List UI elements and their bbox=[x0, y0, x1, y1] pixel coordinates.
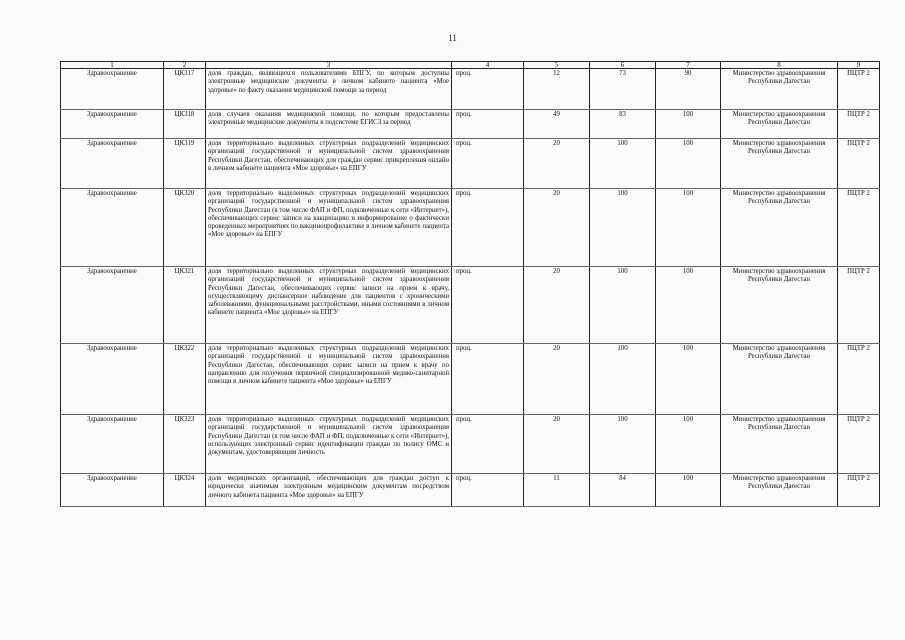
responsible-cell: Министерство здравоохранения Республики Дагестан bbox=[721, 474, 838, 507]
program-cell: ПЦТР 2 bbox=[838, 344, 880, 415]
base-value-cell: 20 bbox=[524, 415, 590, 474]
target-value-cell: 100 bbox=[656, 474, 721, 507]
target-value-cell: 100 bbox=[656, 110, 721, 139]
base-value-cell: 12 bbox=[524, 69, 590, 110]
indicators-table bbox=[60, 61, 880, 507]
indicator-cell: доля территориально выделенных структурных подразделений медицинских организаций государственной и муниципальной систем здравоохранения Республики Дагестан, обеспечивающих сервис записи на прием к врачу по направлению для получения первичной специализированной медико-санитарной помощи в личном кабинете пациента «Мое здоровье» на ЕПГУ bbox=[206, 344, 452, 415]
value-2023-cell: 83 bbox=[590, 110, 656, 139]
indicator-cell: доля территориально выделенных структурных подразделений медицинских организаций государственной и муниципальной систем здравоохранения Республики Дагестан (в том числе ФАП и ФП, подключенные к сети «Интернет»), использующих электронный сервис идентификации граждан по полису ОМС и документам, удостоверяющим личность bbox=[206, 415, 452, 474]
sector-cell: Здравоохранение bbox=[61, 69, 164, 110]
column-header: 6 bbox=[590, 62, 656, 69]
value-2023-cell: 100 bbox=[590, 189, 656, 267]
sector-cell: Здравоохранение bbox=[61, 267, 164, 344]
page-number: 11 bbox=[448, 33, 457, 43]
column-header: 1 bbox=[61, 62, 164, 69]
program-cell: ПЦТР 2 bbox=[838, 69, 880, 110]
value-2023-cell: 100 bbox=[590, 415, 656, 474]
sector-cell: Здравоохранение bbox=[61, 415, 164, 474]
code-cell: ЦК324 bbox=[164, 474, 206, 507]
base-value-cell: 11 bbox=[524, 474, 590, 507]
program-cell: ПЦТР 2 bbox=[838, 189, 880, 267]
code-cell: ЦК320 bbox=[164, 189, 206, 267]
unit-cell: проц. bbox=[452, 189, 524, 267]
indicator-cell: доля граждан, являющихся пользователями ЕПГУ, по которым доступны электронные медицинские документы в личном кабинете пациента «Мое здоровье» по факту оказания медицинской помощи за период bbox=[206, 69, 452, 110]
sector-cell: Здравоохранение bbox=[61, 474, 164, 507]
value-2023-cell: 73 bbox=[590, 69, 656, 110]
indicator-cell: доля медицинских организаций, обеспечивающих для граждан доступ к юридически значимым электронным медицинским документам посредством личного кабинета пациента «Мое здоровье» на ЕПГУ bbox=[206, 474, 452, 507]
target-value-cell: 90 bbox=[656, 69, 721, 110]
column-header: 8 bbox=[721, 62, 838, 69]
value-2023-cell: 100 bbox=[590, 344, 656, 415]
responsible-cell: Министерство здравоохранения Республики Дагестан bbox=[721, 69, 838, 110]
unit-cell: проц. bbox=[452, 344, 524, 415]
sector-cell: Здравоохранение bbox=[61, 189, 164, 267]
indicator-cell: доля территориально выделенных структурных подразделений медицинских организаций государственной и муниципальной систем здравоохранения Республики Дагестан (в том числе ФАП и ФП, подключенные к сети «Интернет»), обеспечивающих сервис записи на вакцинацию и информирование о фактически проведенных мероприятиях по вакцинопрофилактике в личном кабинете пациента «Мое здоровье» на ЕПГУ bbox=[206, 189, 452, 267]
indicator-cell: доля случаев оказания медицинской помощи, по которым предоставлены электронные медицинские документы в подсистеме ЕГИСЗ за период bbox=[206, 110, 452, 139]
column-header: 5 bbox=[524, 62, 590, 69]
responsible-cell: Министерство здравоохранения Республики Дагестан bbox=[721, 267, 838, 344]
unit-cell: проц. bbox=[452, 415, 524, 474]
code-cell: ЦК319 bbox=[164, 139, 206, 189]
base-value-cell: 20 bbox=[524, 344, 590, 415]
program-cell: ПЦТР 2 bbox=[838, 110, 880, 139]
sector-cell: Здравоохранение bbox=[61, 139, 164, 189]
program-cell: ПЦТР 2 bbox=[838, 474, 880, 507]
column-header: 7 bbox=[656, 62, 721, 69]
base-value-cell: 20 bbox=[524, 267, 590, 344]
base-value-cell: 20 bbox=[524, 139, 590, 189]
target-value-cell: 100 bbox=[656, 344, 721, 415]
target-value-cell: 100 bbox=[656, 139, 721, 189]
unit-cell: проц. bbox=[452, 69, 524, 110]
column-header: 9 bbox=[838, 62, 880, 69]
code-cell: ЦК318 bbox=[164, 110, 206, 139]
target-value-cell: 100 bbox=[656, 415, 721, 474]
base-value-cell: 20 bbox=[524, 189, 590, 267]
header-row bbox=[61, 62, 880, 69]
column-header: 3 bbox=[206, 62, 452, 69]
program-cell: ПЦТР 2 bbox=[838, 267, 880, 344]
unit-cell: проц. bbox=[452, 139, 524, 189]
table-row bbox=[61, 415, 880, 474]
indicator-cell: доля территориально выделенных структурных подразделений медицинских организаций государственной и муниципальной систем здравоохранения Республики Дагестан, обеспечивающих сервис записи на прием к врачу, осуществляющему диспансерное наблюдение для пациентов с хроническими заболеваниями, функциональными расстройствами, иными состояниями в личном кабинете пациента «Мое здоровье» на ЕПГУ bbox=[206, 267, 452, 344]
table-row bbox=[61, 139, 880, 189]
column-header: 2 bbox=[164, 62, 206, 69]
program-cell: ПЦТР 2 bbox=[838, 415, 880, 474]
unit-cell: проц. bbox=[452, 267, 524, 344]
responsible-cell: Министерство здравоохранения Республики Дагестан bbox=[721, 189, 838, 267]
unit-cell: проц. bbox=[452, 110, 524, 139]
responsible-cell: Министерство здравоохранения Республики Дагестан bbox=[721, 110, 838, 139]
code-cell: ЦК323 bbox=[164, 415, 206, 474]
responsible-cell: Министерство здравоохранения Республики Дагестан bbox=[721, 344, 838, 415]
value-2023-cell: 100 bbox=[590, 267, 656, 344]
program-cell: ПЦТР 2 bbox=[838, 139, 880, 189]
column-header: 4 bbox=[452, 62, 524, 69]
table-row bbox=[61, 110, 880, 139]
code-cell: ЦК317 bbox=[164, 69, 206, 110]
target-value-cell: 100 bbox=[656, 189, 721, 267]
indicator-cell: доля территориально выделенных структурных подразделений медицинских организаций государственной и муниципальной систем здравоохранения Республики Дагестан, обеспечивающих для граждан сервис прикрепления онлайн в личном кабинете пациента «Мое здоровье» на ЕПГУ bbox=[206, 139, 452, 189]
value-2023-cell: 100 bbox=[590, 139, 656, 189]
table-row bbox=[61, 267, 880, 344]
responsible-cell: Министерство здравоохранения Республики Дагестан bbox=[721, 139, 838, 189]
table-row bbox=[61, 344, 880, 415]
sector-cell: Здравоохранение bbox=[61, 110, 164, 139]
value-2023-cell: 84 bbox=[590, 474, 656, 507]
sector-cell: Здравоохранение bbox=[61, 344, 164, 415]
table-row bbox=[61, 474, 880, 507]
unit-cell: проц. bbox=[452, 474, 524, 507]
code-cell: ЦК322 bbox=[164, 344, 206, 415]
table-row bbox=[61, 189, 880, 267]
base-value-cell: 49 bbox=[524, 110, 590, 139]
target-value-cell: 100 bbox=[656, 267, 721, 344]
code-cell: ЦК321 bbox=[164, 267, 206, 344]
table-row bbox=[61, 69, 880, 110]
responsible-cell: Министерство здравоохранения Республики Дагестан bbox=[721, 415, 838, 474]
